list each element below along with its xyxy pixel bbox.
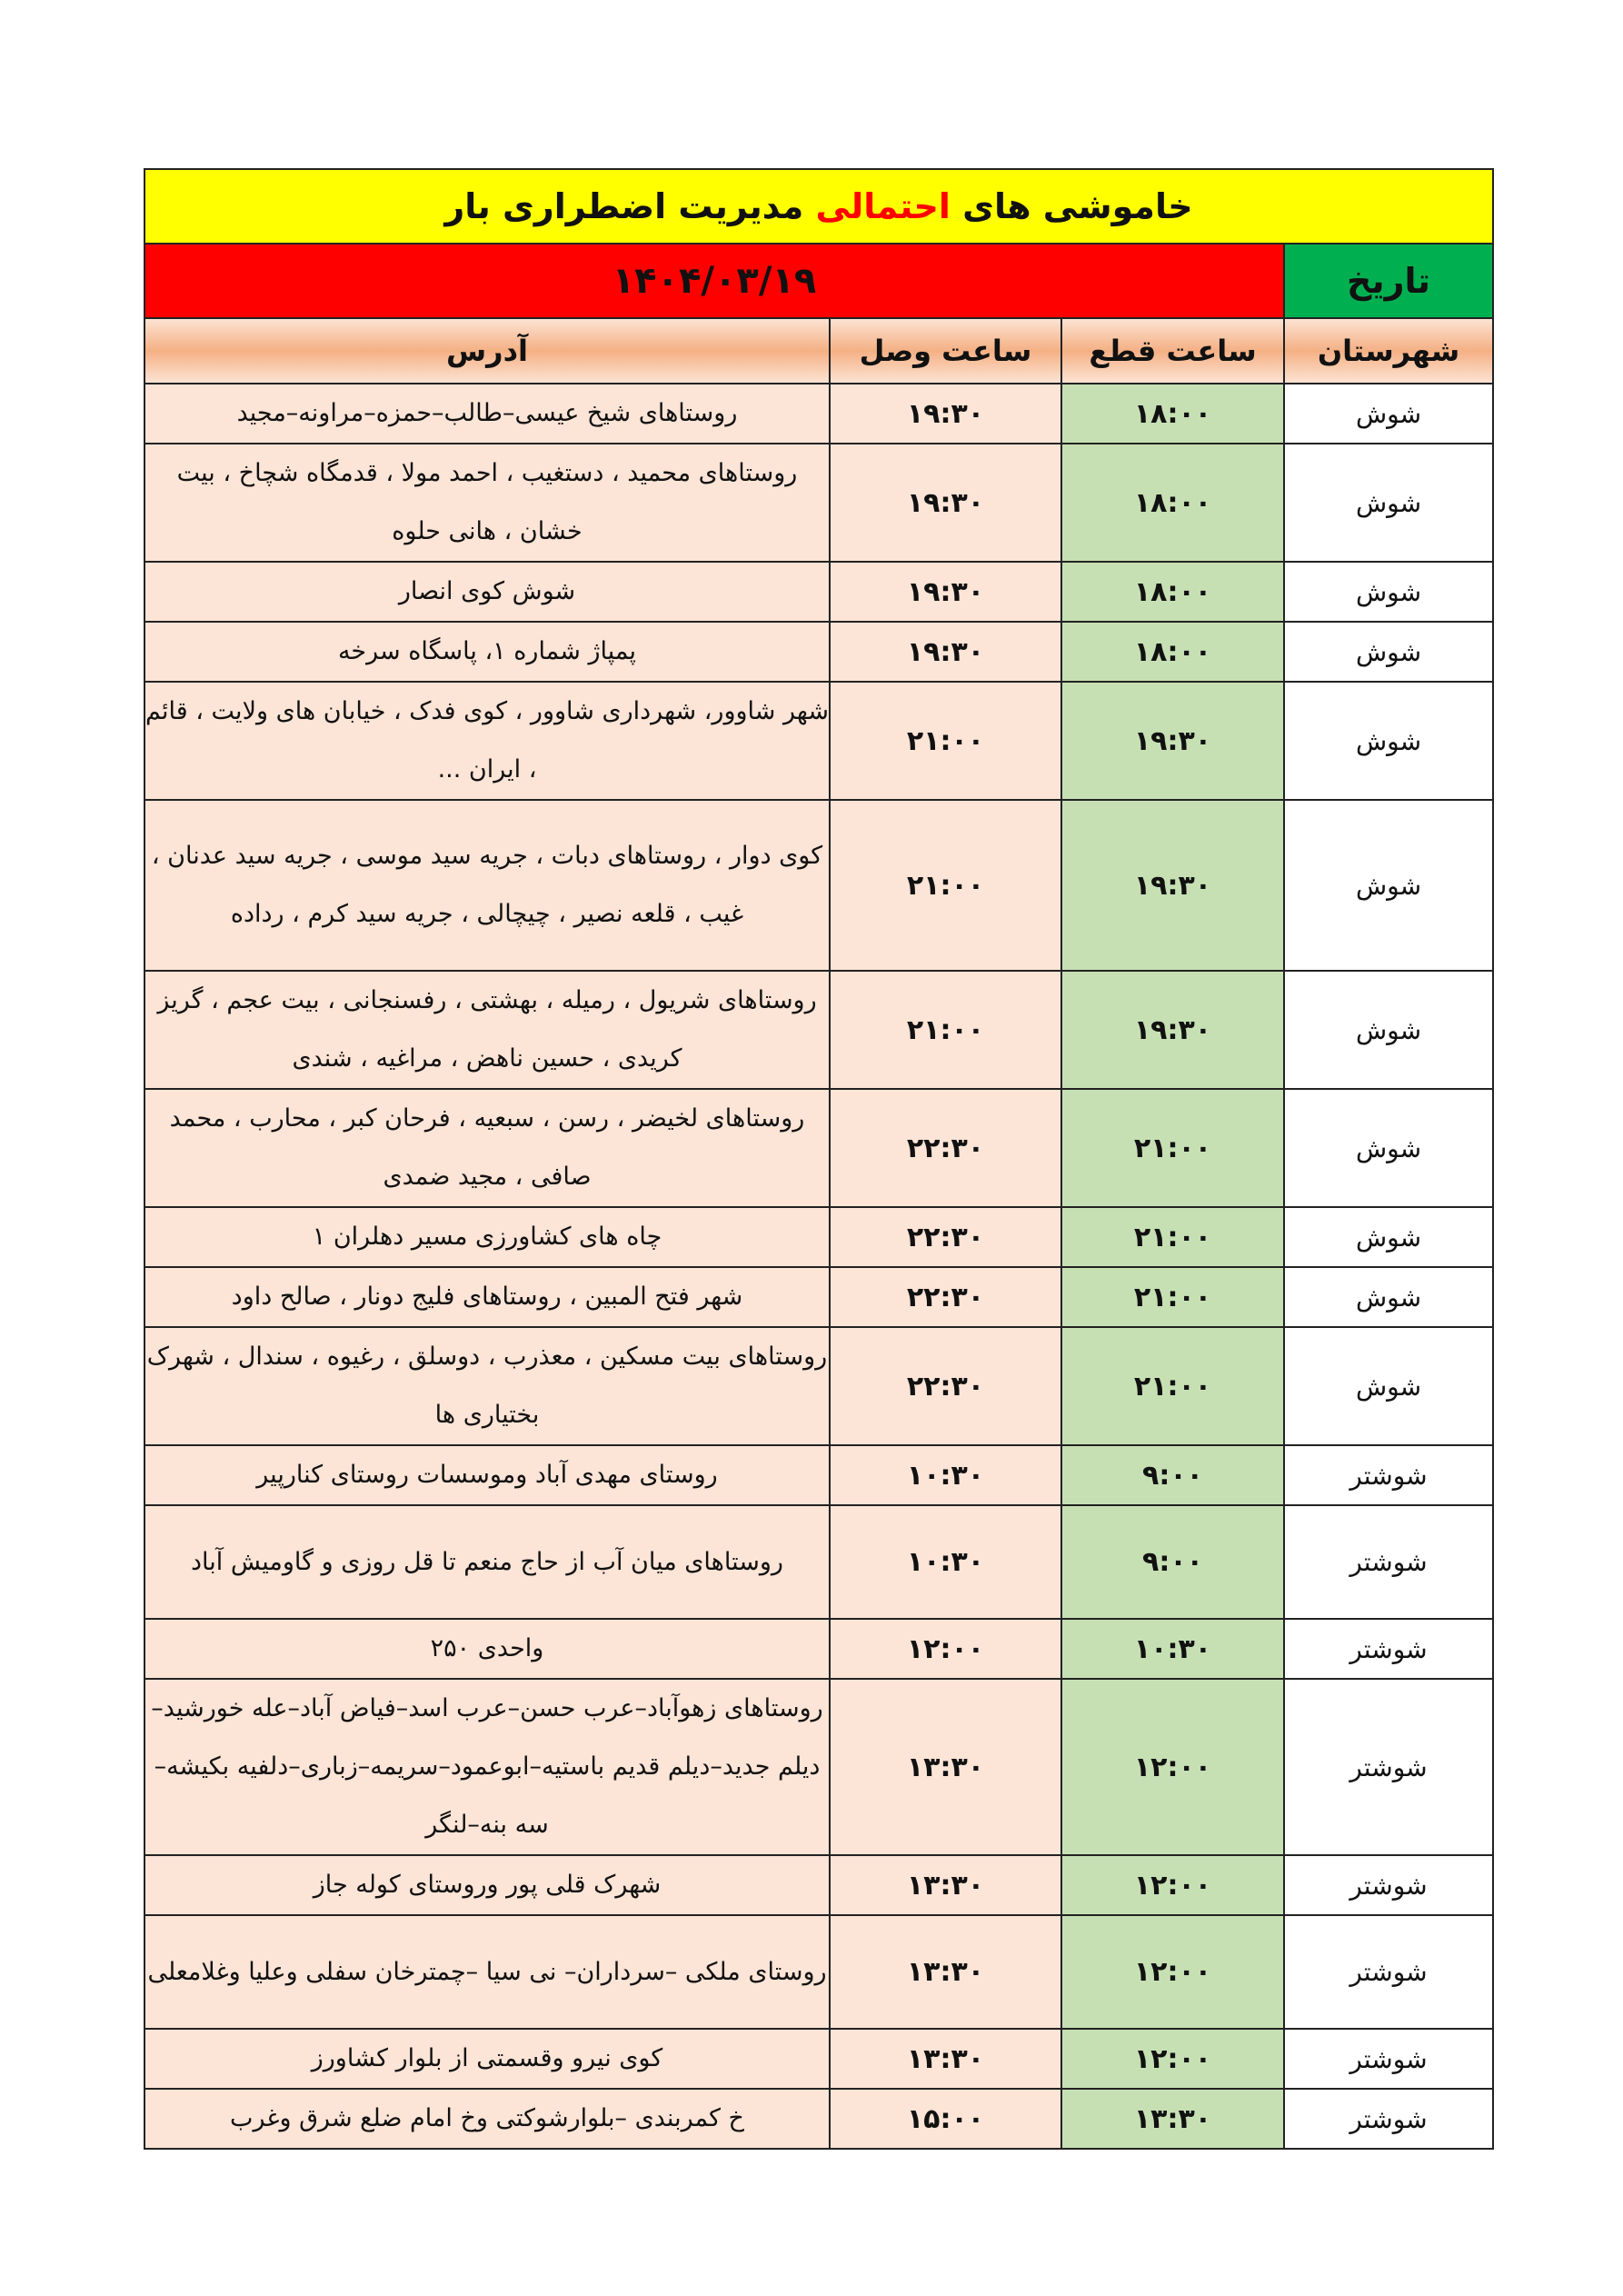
table-title [144,169,1493,244]
header-address: آدرس [144,318,830,384]
cell-city: شوشتر [1284,1619,1493,1679]
cell-cut-time: ۱۰:۳۰ [1061,1619,1284,1679]
table-row [144,1445,1493,1505]
table-row [144,1505,1493,1619]
cell-city: شوشتر [1284,2029,1493,2089]
cell-cut-time: ۲۱:۰۰ [1061,1267,1284,1327]
cell-connect-time: ۲۱:۰۰ [830,682,1061,800]
table-row [144,2029,1493,2089]
cell-cut-time: ۲۱:۰۰ [1061,1089,1284,1207]
table-row [144,2089,1493,2149]
cell-connect-time: ۲۲:۳۰ [830,1267,1061,1327]
table-row [144,562,1493,622]
cell-address: روستاهای لخیضر ، رسن ، سبعیه ، فرحان کبر ، محارب ، محمد صافی ، مجید ضمدی [144,1089,830,1207]
table-row [144,444,1493,562]
cell-address: روستاهای محمید ، دستغیب ، احمد مولا ، قدمگاه شچاخ ، بیت خشان ، هانی حلوه [144,444,830,562]
table-row [144,1855,1493,1915]
cell-connect-time: ۱۹:۳۰ [830,562,1061,622]
cell-address: روستای مهدی آباد وموسسات روستای کنارپیر [144,1445,830,1505]
cell-cut-time: ۱۸:۰۰ [1061,444,1284,562]
table-row [144,1679,1493,1855]
table-row [144,800,1493,971]
header-city: شهرستان [1284,318,1493,384]
cell-cut-time: ۱۹:۳۰ [1061,971,1284,1089]
cell-connect-time: ۲۲:۳۰ [830,1207,1061,1267]
cell-cut-time: ۱۳:۳۰ [1061,2089,1284,2149]
cell-cut-time: ۱۸:۰۰ [1061,562,1284,622]
header-row [144,318,1493,384]
cell-address: روستاهای میان آب از حاج منعم تا قل روزی و گاومیش آباد [144,1505,830,1619]
cell-cut-time: ۲۱:۰۰ [1061,1327,1284,1445]
cell-cut-time: ۱۲:۰۰ [1061,1915,1284,2029]
cell-connect-time: ۲۲:۳۰ [830,1089,1061,1207]
cell-city: شوش [1284,622,1493,682]
cell-address: شهرک قلی پور وروستای کوله جاز [144,1855,830,1915]
table-row [144,682,1493,800]
table-row [144,1267,1493,1327]
cell-city: شوش [1284,444,1493,562]
cell-cut-time: ۲۱:۰۰ [1061,1207,1284,1267]
title-part1: خاموشی های [962,186,1193,226]
cell-address: خ کمربندی –بلوارشوکتی وخ امام ضلع شرق وغرب [144,2089,830,2149]
table-row [144,1089,1493,1207]
cell-address: کوی دوار ، روستاهای دبات ، جریه سید موسی ، جریه سید عدنان ، غیب ، قلعه نصیر ، چیچالی ، جریه سید کرم ، رداده [144,800,830,971]
cell-connect-time: ۱۲:۰۰ [830,1619,1061,1679]
cell-address: روستاهای شیخ عیسی–طالب–حمزه–مراونه–مجید [144,384,830,444]
cell-address: پمپاژ شماره ۱، پاسگاه سرخه [144,622,830,682]
cell-connect-time: ۱۹:۳۰ [830,622,1061,682]
title-part2: مدیریت اضطراری بار [444,186,804,226]
cell-connect-time: ۱۳:۳۰ [830,1855,1061,1915]
cell-city: شوشتر [1284,1505,1493,1619]
cell-address: شهر شاوور، شهرداری شاوور ، کوی فدک ، خیابان های ولایت ، قائم ، ایران ... [144,682,830,800]
cell-city: شوش [1284,562,1493,622]
cell-connect-time: ۲۱:۰۰ [830,800,1061,971]
cell-cut-time: ۱۸:۰۰ [1061,384,1284,444]
table-row [144,1327,1493,1445]
cell-address: کوی نیرو وقسمتی از بلوار کشاورز [144,2029,830,2089]
header-cut-time: ساعت قطع [1061,318,1284,384]
cell-cut-time: ۱۹:۳۰ [1061,800,1284,971]
cell-address: چاه های کشاورزی مسیر دهلران ۱ [144,1207,830,1267]
cell-address: شوش کوی انصار [144,562,830,622]
cell-connect-time: ۱۳:۳۰ [830,1679,1061,1855]
cell-address: روستاهای زهوآباد–عرب حسن–عرب اسد–فیاض آباد–عله خورشید–دیلم جدید–دیلم قدیم باستیه–ابوعمود–سریمه–زباری–دلفیه بکیشه–سه بنه–لنگر [144,1679,830,1855]
table-row [144,1619,1493,1679]
table-row [144,971,1493,1089]
cell-city: شوشتر [1284,1855,1493,1915]
cell-address: واحدی ۲۵۰ [144,1619,830,1679]
cell-cut-time: ۱۲:۰۰ [1061,2029,1284,2089]
cell-city: شوشتر [1284,1679,1493,1855]
cell-connect-time: ۲۲:۳۰ [830,1327,1061,1445]
cell-connect-time: ۱۹:۳۰ [830,384,1061,444]
cell-cut-time: ۹:۰۰ [1061,1445,1284,1505]
cell-cut-time: ۹:۰۰ [1061,1505,1284,1619]
cell-cut-time: ۱۲:۰۰ [1061,1679,1284,1855]
cell-address: روستاهای شریول ، رمیله ، بهشتی ، رفسنجانی ، بیت عجم ، گریز کریدی ، حسین ناهض ، مراغیه ، شندی [144,971,830,1089]
date-row [144,244,1493,318]
cell-connect-time: ۱۵:۰۰ [830,2089,1061,2149]
cell-city: شوشتر [1284,1915,1493,2029]
date-value: ۱۴۰۴/۰۳/۱۹ [144,244,1284,318]
table-row [144,622,1493,682]
cell-city: شوش [1284,1207,1493,1267]
cell-cut-time: ۱۲:۰۰ [1061,1855,1284,1915]
cell-connect-time: ۱۳:۳۰ [830,1915,1061,2029]
cell-city: شوش [1284,1327,1493,1445]
cell-city: شوش [1284,682,1493,800]
cell-connect-time: ۲۱:۰۰ [830,971,1061,1089]
header-connect-time: ساعت وصل [830,318,1061,384]
cell-city: شوشتر [1284,2089,1493,2149]
cell-city: شوشتر [1284,1445,1493,1505]
cell-city: شوش [1284,800,1493,971]
date-label: تاریخ [1284,244,1493,318]
title-row [144,169,1493,244]
cell-address: شهر فتح المبین ، روستاهای فلیج دونار ، صالح داود [144,1267,830,1327]
cell-city: شوش [1284,1267,1493,1327]
cell-connect-time: ۱۰:۳۰ [830,1505,1061,1619]
cell-cut-time: ۱۹:۳۰ [1061,682,1284,800]
cell-connect-time: ۱۹:۳۰ [830,444,1061,562]
cell-connect-time: ۱۰:۳۰ [830,1445,1061,1505]
cell-address: روستاهای بیت مسکین ، معذرب ، دوسلق ، رغیوه ، سندال ، شهرک بختیاری ها [144,1327,830,1445]
table-row [144,1915,1493,2029]
cell-city: شوش [1284,384,1493,444]
cell-address: روستای ملکی –سرداران– نی سیا –چمترخان سفلی وعلیا وغلامعلی [144,1915,830,2029]
outage-table [144,168,1494,2150]
cell-connect-time: ۱۳:۳۰ [830,2029,1061,2089]
cell-cut-time: ۱۸:۰۰ [1061,622,1284,682]
cell-city: شوش [1284,1089,1493,1207]
table-row [144,384,1493,444]
table-body [144,169,1493,2149]
title-highlight: احتمالی [815,186,951,226]
cell-city: شوش [1284,971,1493,1089]
table-row [144,1207,1493,1267]
